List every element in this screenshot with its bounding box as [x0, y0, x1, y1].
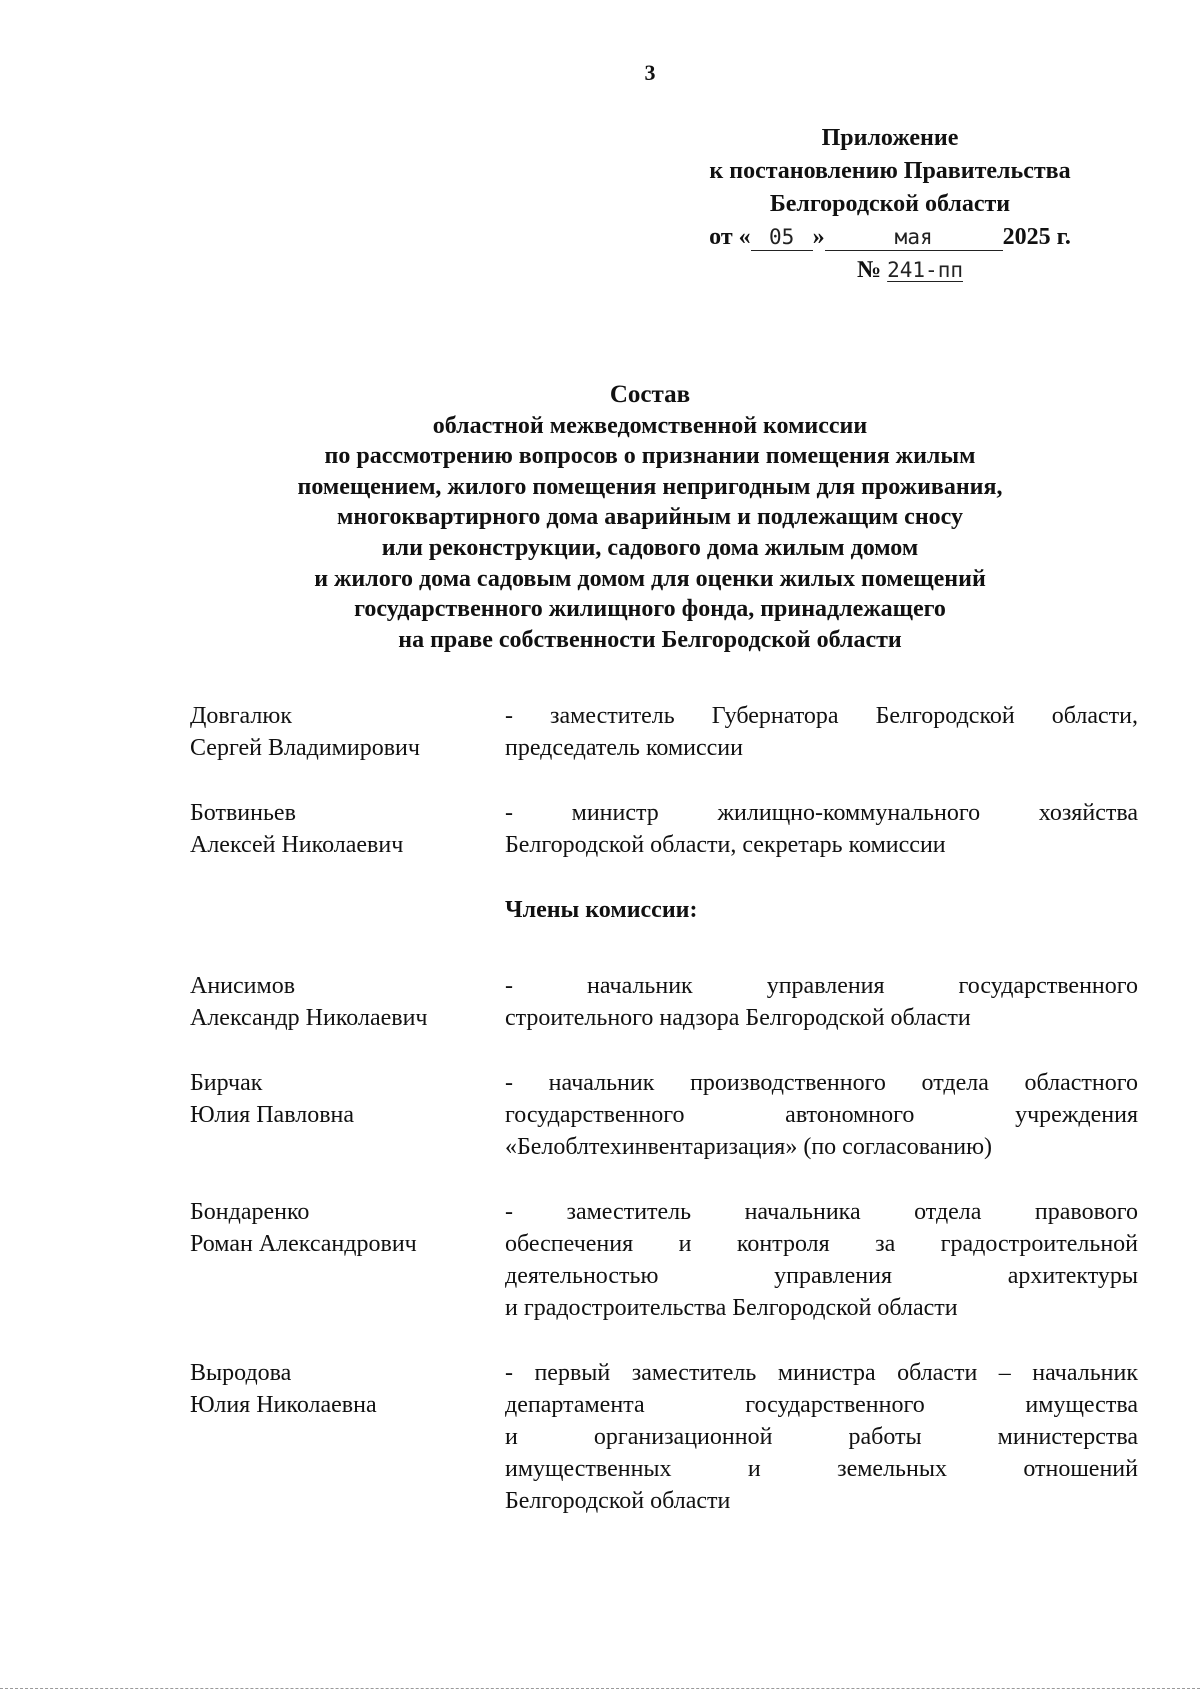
title-line: помещением, жилого помещения непригодным для проживания,: [297, 473, 1003, 500]
appendix-subtitle: к постановлению Правительства: [709, 158, 1071, 184]
date-day-field: [751, 224, 813, 251]
commission-members-list: [190, 700, 1138, 1550]
role-line: - заместитель начальника отдела правового: [505, 1199, 1138, 1225]
member-surname: Бондаренко: [190, 1199, 310, 1225]
role-line: - начальник производственного отдела областного: [505, 1070, 1138, 1096]
date-mid: »: [812, 224, 825, 250]
role-line: «Белоблтехинвентаризация» (по согласованию): [505, 1134, 993, 1160]
member-role: [505, 797, 1138, 861]
date-month-field: [825, 224, 1003, 251]
title-heading: Состав: [609, 381, 691, 408]
role-line: Белгородской области, секретарь комиссии: [505, 832, 946, 858]
role-line: - первый заместитель министра области – начальник: [505, 1360, 1138, 1386]
member-role: [505, 970, 1138, 1034]
member-role: [505, 700, 1138, 764]
title-line: и жилого дома садовым домом для оценки жилых помещений: [314, 565, 986, 592]
member-surname: Ботвиньев: [190, 800, 296, 826]
role-line: государственного автономного учреждения: [505, 1102, 1138, 1128]
title-line: областной межведомственной комиссии: [432, 412, 868, 439]
member-role: [505, 1067, 1138, 1163]
member-given-names: Алексей Николаевич: [190, 832, 404, 858]
appendix-number: [680, 254, 1100, 287]
date-prefix: от «: [709, 224, 751, 250]
date-year: 2025 г.: [1002, 224, 1071, 250]
role-line: - министр жилищно-коммунального хозяйства: [505, 800, 1138, 826]
member-name: [190, 797, 505, 861]
member-name: [190, 700, 505, 764]
member-name: [190, 1067, 505, 1163]
title-line: государственного жилищного фонда, принадлежащего: [354, 596, 946, 623]
member-entry-secretary: [190, 797, 1138, 861]
member-entry-chairman: [190, 700, 1138, 764]
number-prefix: №: [857, 257, 882, 283]
member-surname: Бирчак: [190, 1070, 263, 1096]
role-line: обеспечения и контроля за градостроительной: [505, 1231, 1138, 1257]
appendix-date: [680, 221, 1100, 254]
member-given-names: Роман Александрович: [190, 1231, 417, 1257]
title-line: по рассмотрению вопросов о признании помещения жилым: [324, 443, 976, 470]
role-line: имущественных и земельных отношений: [505, 1456, 1138, 1482]
member-entry: [190, 1357, 1138, 1517]
role-line: - заместитель Губернатора Белгородской области,: [505, 703, 1138, 729]
member-surname: Выродова: [190, 1360, 292, 1386]
role-line: департамента государственного имущества: [505, 1392, 1138, 1418]
title-line: на праве собственности Белгородской области: [398, 626, 902, 653]
members-heading: Члены комиссии:: [505, 897, 698, 923]
member-surname: Анисимов: [190, 973, 296, 999]
member-name: [190, 970, 505, 1034]
member-entry: [190, 970, 1138, 1034]
member-entry: [190, 1067, 1138, 1163]
member-given-names: Александр Николаевич: [190, 1005, 428, 1031]
role-line: строительного надзора Белгородской области: [505, 1005, 971, 1031]
member-given-names: Юлия Павловна: [190, 1102, 355, 1128]
member-role: [505, 1357, 1138, 1517]
title-line: многоквартирного дома аварийным и подлежащим сносу: [336, 504, 963, 531]
number-value: 241-пп: [887, 258, 963, 282]
title-line: или реконструкции, садового дома жилым домом: [381, 534, 919, 561]
page-number: 3: [644, 60, 656, 85]
member-given-names: Юлия Николаевна: [190, 1392, 377, 1418]
document-title: [0, 380, 1200, 655]
member-entry: [190, 1196, 1138, 1324]
role-line: председатель комиссии: [505, 735, 743, 761]
member-surname: Довгалюк: [190, 703, 292, 729]
role-line: - начальник управления государственного: [505, 973, 1138, 999]
role-line: Белгородской области: [505, 1488, 731, 1514]
member-given-names: Сергей Владимирович: [190, 735, 420, 761]
role-line: и градостроительства Белгородской области: [505, 1295, 958, 1321]
role-line: и организационной работы министерства: [505, 1424, 1138, 1450]
scan-edge-divider: [0, 1688, 1200, 1689]
role-line: деятельностью управления архитектуры: [505, 1263, 1138, 1289]
member-name: [190, 1357, 505, 1517]
member-name: [190, 1196, 505, 1324]
appendix-header: [680, 122, 1100, 287]
appendix-region: Белгородской области: [769, 191, 1011, 217]
date-day: 05: [768, 225, 795, 249]
appendix-title: Приложение: [821, 125, 959, 151]
member-role: [505, 1196, 1138, 1324]
date-month: мая: [894, 225, 933, 249]
